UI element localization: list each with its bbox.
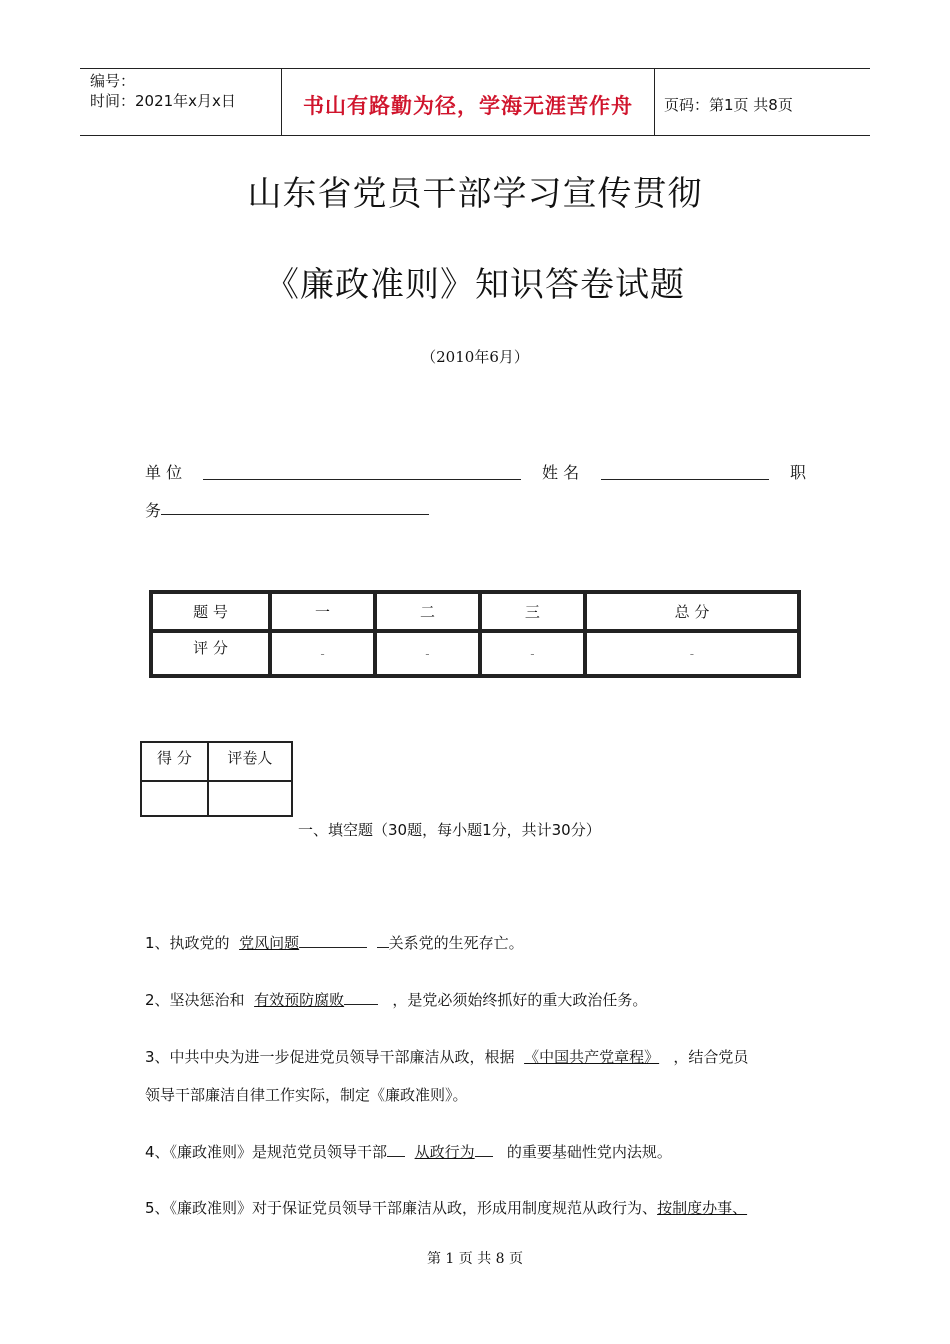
question-5-answer: 按制度办事、	[657, 1199, 748, 1217]
question-3	[145, 1046, 748, 1067]
question-3-prefix: 3、中共中央为进一步促进党员领导干部廉洁从政，根据	[145, 1048, 515, 1066]
question-1-answer: 党风问题	[239, 934, 300, 952]
motto: 书山有路勤为径，学海无涯苦作舟	[303, 94, 633, 118]
question-1-prefix: 1、执政党的	[145, 934, 230, 952]
question-2-suffix: ，是党必须始终抓好的重大政治任务。	[392, 991, 648, 1009]
page-footer: 第 1 页 共 8 页	[426, 1251, 524, 1267]
name-label: 姓 名	[542, 463, 580, 482]
time-label: 时间：2021年x月x日	[90, 92, 236, 110]
question-1-suffix: 关系党的生死存亡。	[388, 934, 524, 952]
page-title-line1: 山东省党员干部学习宣传贯彻	[247, 174, 703, 214]
question-3-answer: 《中国共产党章程》	[524, 1048, 660, 1066]
question-4	[145, 1141, 672, 1162]
question-2-blank	[344, 990, 378, 1005]
score-value-total: -	[689, 647, 695, 662]
question-1-blank	[299, 933, 367, 948]
position-label-1: 职	[790, 463, 807, 482]
grader-header-row	[141, 742, 292, 781]
question-1-blank-2	[377, 933, 389, 948]
question-2-prefix: 2、坚决惩治和	[145, 991, 245, 1009]
grader-input-row	[141, 781, 292, 816]
serial-label: 编号：	[90, 72, 136, 90]
page-subtitle: （2010年6月）	[421, 348, 529, 366]
header-top-rule	[80, 68, 870, 69]
score-cell-3[interactable]	[480, 631, 585, 676]
question-5	[145, 1197, 747, 1218]
score-header-total: 总 分	[585, 592, 799, 631]
question-4-suffix: 的重要基础性党内法规。	[506, 1143, 672, 1161]
header-page-info: 页码：第1页 共8页	[664, 96, 793, 114]
grader-name-cell[interactable]	[208, 781, 292, 816]
score-value-2: -	[425, 647, 430, 662]
position-field[interactable]	[161, 514, 429, 515]
unit-label: 单 位	[145, 463, 183, 482]
score-header-3: 三	[480, 592, 585, 631]
grader-score-cell[interactable]	[141, 781, 208, 816]
question-2	[145, 989, 647, 1010]
question-4-answer: 从政行为	[414, 1143, 475, 1161]
question-5-prefix: 5、《廉政准则》对于保证党员领导干部廉洁从政，形成用制度规范从政行为、	[145, 1199, 658, 1217]
score-cell-1[interactable]	[270, 631, 375, 676]
score-cell-2[interactable]	[375, 631, 480, 676]
question-3-line2: 领导干部廉洁自律工作实际，制定《廉政准则》。	[145, 1086, 468, 1104]
score-value-row	[151, 631, 799, 676]
score-value-3: -	[530, 647, 535, 662]
header-bottom-rule	[80, 135, 870, 136]
page-title-line2: 《廉政准则》知识答卷试题	[265, 265, 685, 305]
score-cell-total[interactable]	[585, 631, 799, 676]
score-header-row	[151, 592, 799, 631]
score-value-1: -	[320, 647, 325, 662]
question-2-answer: 有效预防腐败	[254, 991, 345, 1009]
score-row-label: 评 分	[151, 631, 270, 676]
position-label-2: 务	[145, 501, 162, 520]
score-table	[149, 590, 801, 678]
section-title: 一、填空题（30题，每小题1分，共计30分）	[298, 821, 601, 839]
question-4-blank-1	[387, 1142, 405, 1157]
grader-name-label: 评卷人	[208, 742, 292, 781]
grader-table	[140, 741, 293, 817]
question-4-prefix: 4、《廉政准则》是规范党员领导干部	[145, 1143, 388, 1161]
question-3-suffix: ，结合党员	[673, 1048, 749, 1066]
score-header-2: 二	[375, 592, 480, 631]
unit-field[interactable]	[203, 479, 521, 480]
header-divider-right	[654, 68, 655, 135]
score-header-label: 题 号	[151, 592, 270, 631]
score-header-1: 一	[270, 592, 375, 631]
question-4-blank-2	[475, 1142, 493, 1157]
name-field[interactable]	[601, 479, 769, 480]
question-1	[145, 932, 524, 953]
grader-score-label: 得 分	[141, 742, 208, 781]
